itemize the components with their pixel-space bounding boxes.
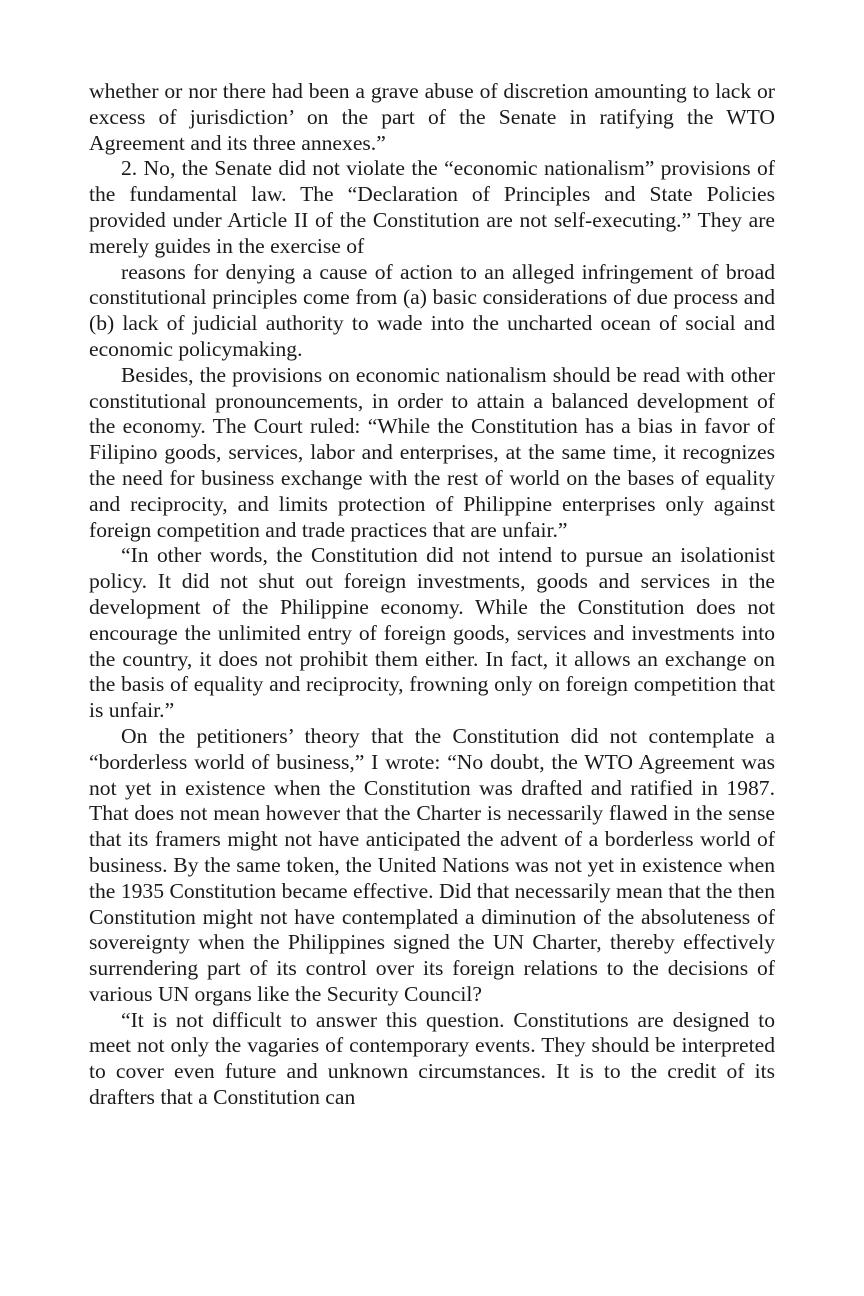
- document-page: [89, 79, 775, 1111]
- paragraph-7: “It is not difficult to answer this question. Constitutions are designed to meet not only the vagaries of contemporary events. They should be interpreted to cover even future and unknown circumstances. It is to the credit of its drafters that a Constitution can: [89, 1007, 775, 1110]
- paragraph-1: whether or nor there had been a grave abuse of discretion amounting to lack or excess of jurisdiction’ on the part of the Senate in ratifying the WTO Agreement and its three annexes.”: [89, 79, 775, 155]
- paragraph-2: 2. No, the Senate did not violate the “economic nationalism” provisions of the fundamental law. The “Declaration of Principles and State Policies provided under Article II of the Constitution are not self-executing.” They are merely guides in the exercise of: [89, 156, 775, 258]
- paragraph-3: reasons for denying a cause of action to an alleged infringement of broad constitutional principles come from (a) basic considerations of due process and (b) lack of judicial authority to wade into the uncharted ocean of social and economic policymaking.: [89, 259, 775, 361]
- paragraph-6: On the petitioners’ theory that the Constitution did not contemplate a “borderless world of business,” I wrote: “No doubt, the WTO Agreement was not yet in existence when the Constitution was drafted and ratified in 1987. That does not mean however that the Charter is necessarily flawed in the sense that its framers might not have anticipated the advent of a borderless world of business. By the same token, the United Nations was not yet in existence when the 1935 Constitution became effective. Did that necessarily mean that the then Constitution might not have contemplated a diminution of the absoluteness of sovereignty when the Philippines signed the UN Charter, thereby effectively surrendering part of its control over its foreign relations to the decisions of various UN organs like the Security Council?: [89, 723, 775, 1006]
- paragraph-5: “In other words, the Constitution did not intend to pursue an isolationist policy. It did not shut out foreign investments, goods and services in the development of the Philippine economy. While the Constitution does not encourage the unlimited entry of foreign goods, services and investments into the country, it does not prohibit them either. In fact, it allows an exchange on the basis of equality and reciprocity, frowning only on foreign competition that is unfair.”: [89, 543, 775, 723]
- paragraph-4: Besides, the provisions on economic nationalism should be read with other constitutional pronouncements, in order to attain a balanced development of the economy. The Court ruled: “While the Constitution has a bias in favor of Filipino goods, services, labor and enterprises, at the same time, it recognizes the need for business exchange with the rest of world on the bases of equality and reciprocity, and limits protection of Philippine enterprises only against foreign competition and trade practices that are unfair.”: [89, 362, 775, 542]
